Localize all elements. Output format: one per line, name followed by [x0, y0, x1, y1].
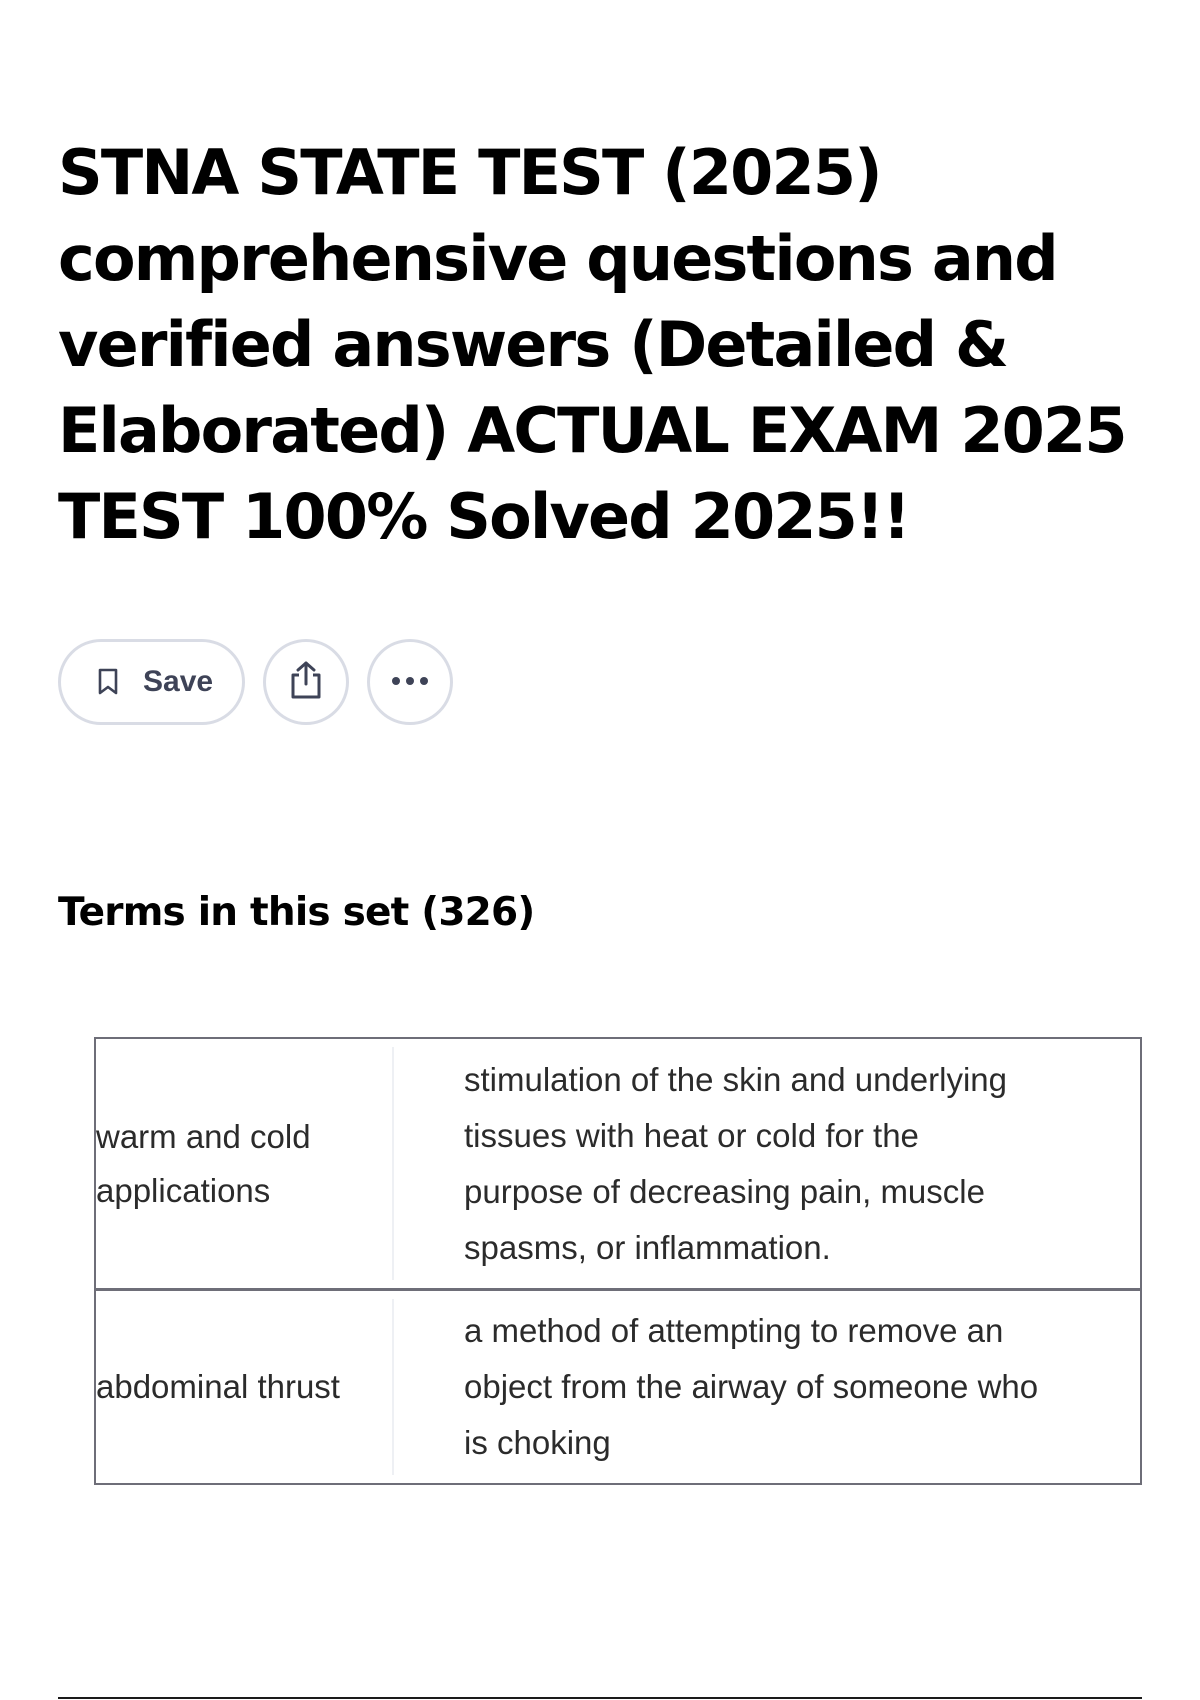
- divider: [58, 1697, 1142, 1699]
- term-row[interactable]: [96, 1291, 1140, 1485]
- more-options-icon: [390, 673, 430, 691]
- share-button[interactable]: [263, 639, 349, 725]
- terms-table: [94, 1037, 1142, 1485]
- more-options-button[interactable]: [367, 639, 453, 725]
- save-button-label: Save: [143, 665, 214, 698]
- bookmark-icon: [97, 668, 119, 696]
- term-text: abdominal thrust: [96, 1299, 394, 1475]
- page-title: STNA STATE TEST (2025) comprehensive questions and verified answers (Detailed & Elaborated) ACTUAL EXAM 2025 TEST 100% Solved 2025!!: [58, 136, 1126, 553]
- save-button[interactable]: [58, 639, 245, 725]
- terms-heading: Terms in this set (326): [58, 890, 535, 935]
- definition-text: stimulation of the skin and underlying tissues with heat or cold for the purpose of decreasing pain, muscle spasms, or inflammation.: [464, 1060, 1007, 1266]
- share-icon: [288, 660, 324, 705]
- action-bar: [58, 639, 453, 725]
- term-row[interactable]: [96, 1039, 1140, 1291]
- definition-text: a method of attempting to remove an object from the airway of someone who is choking: [464, 1312, 1039, 1461]
- term-text: warm and cold applications: [96, 1047, 394, 1280]
